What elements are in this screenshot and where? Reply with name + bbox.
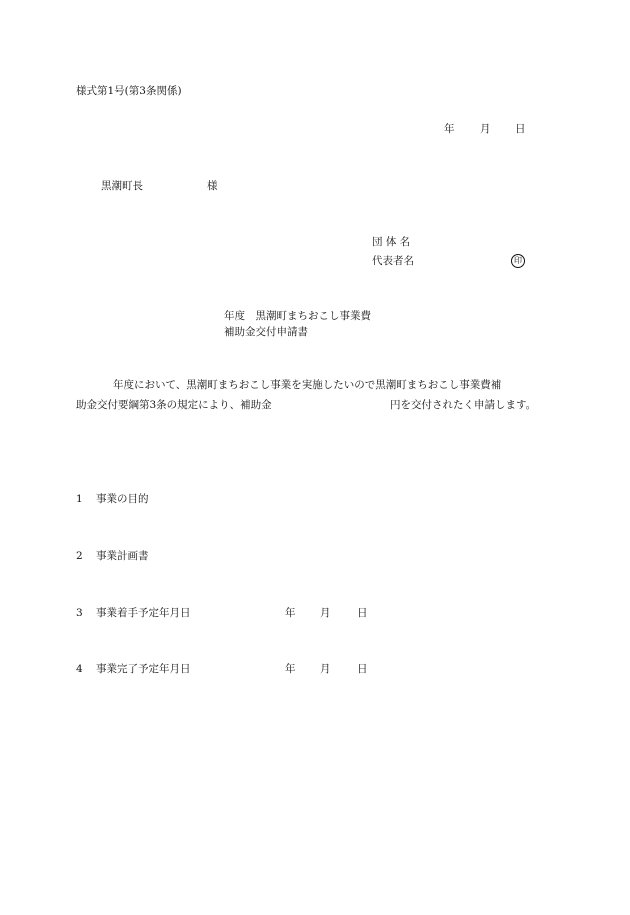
title-line2: 補助金交付申請書 <box>224 326 308 338</box>
title-line1: 年度 黒潮町まちおこし事業費 <box>224 310 371 322</box>
item-number: 4 <box>76 663 83 675</box>
item-number: 3 <box>76 607 83 619</box>
form-label: 様式第1号(第3条関係) <box>76 85 182 97</box>
item-number: 1 <box>76 493 83 505</box>
item-label: 事業の目的 <box>96 493 149 505</box>
item-year: 年 <box>285 607 296 619</box>
representative-label: 代表者名 <box>372 255 414 267</box>
item-label: 事業着手予定年月日 <box>96 607 191 619</box>
item-year: 年 <box>285 663 296 675</box>
org-name-label: 団 体 名 <box>372 236 411 248</box>
item-number: 2 <box>76 550 83 562</box>
addressee-honorific: 様 <box>207 180 218 192</box>
item-label: 事業計画書 <box>96 550 149 562</box>
addressee-name: 黒潮町長 <box>101 180 143 192</box>
date-day: 日 <box>515 123 526 135</box>
item-label: 事業完了予定年月日 <box>96 663 191 675</box>
item-day: 日 <box>357 607 368 619</box>
body-line2-part1: 助金交付要綱第3条の規定により、補助金 <box>76 399 272 411</box>
body-line1: 年度において、黒潮町まちおこし事業を実施したいので黒潮町まちおこし事業費補 <box>113 379 502 391</box>
item-month: 月 <box>320 663 331 675</box>
body-line2-part2: 円を交付されたく申請します。 <box>390 399 537 411</box>
date-month: 月 <box>480 123 491 135</box>
item-day: 日 <box>357 663 368 675</box>
seal-icon: 印 <box>511 254 525 268</box>
item-month: 月 <box>320 607 331 619</box>
date-year: 年 <box>444 123 455 135</box>
